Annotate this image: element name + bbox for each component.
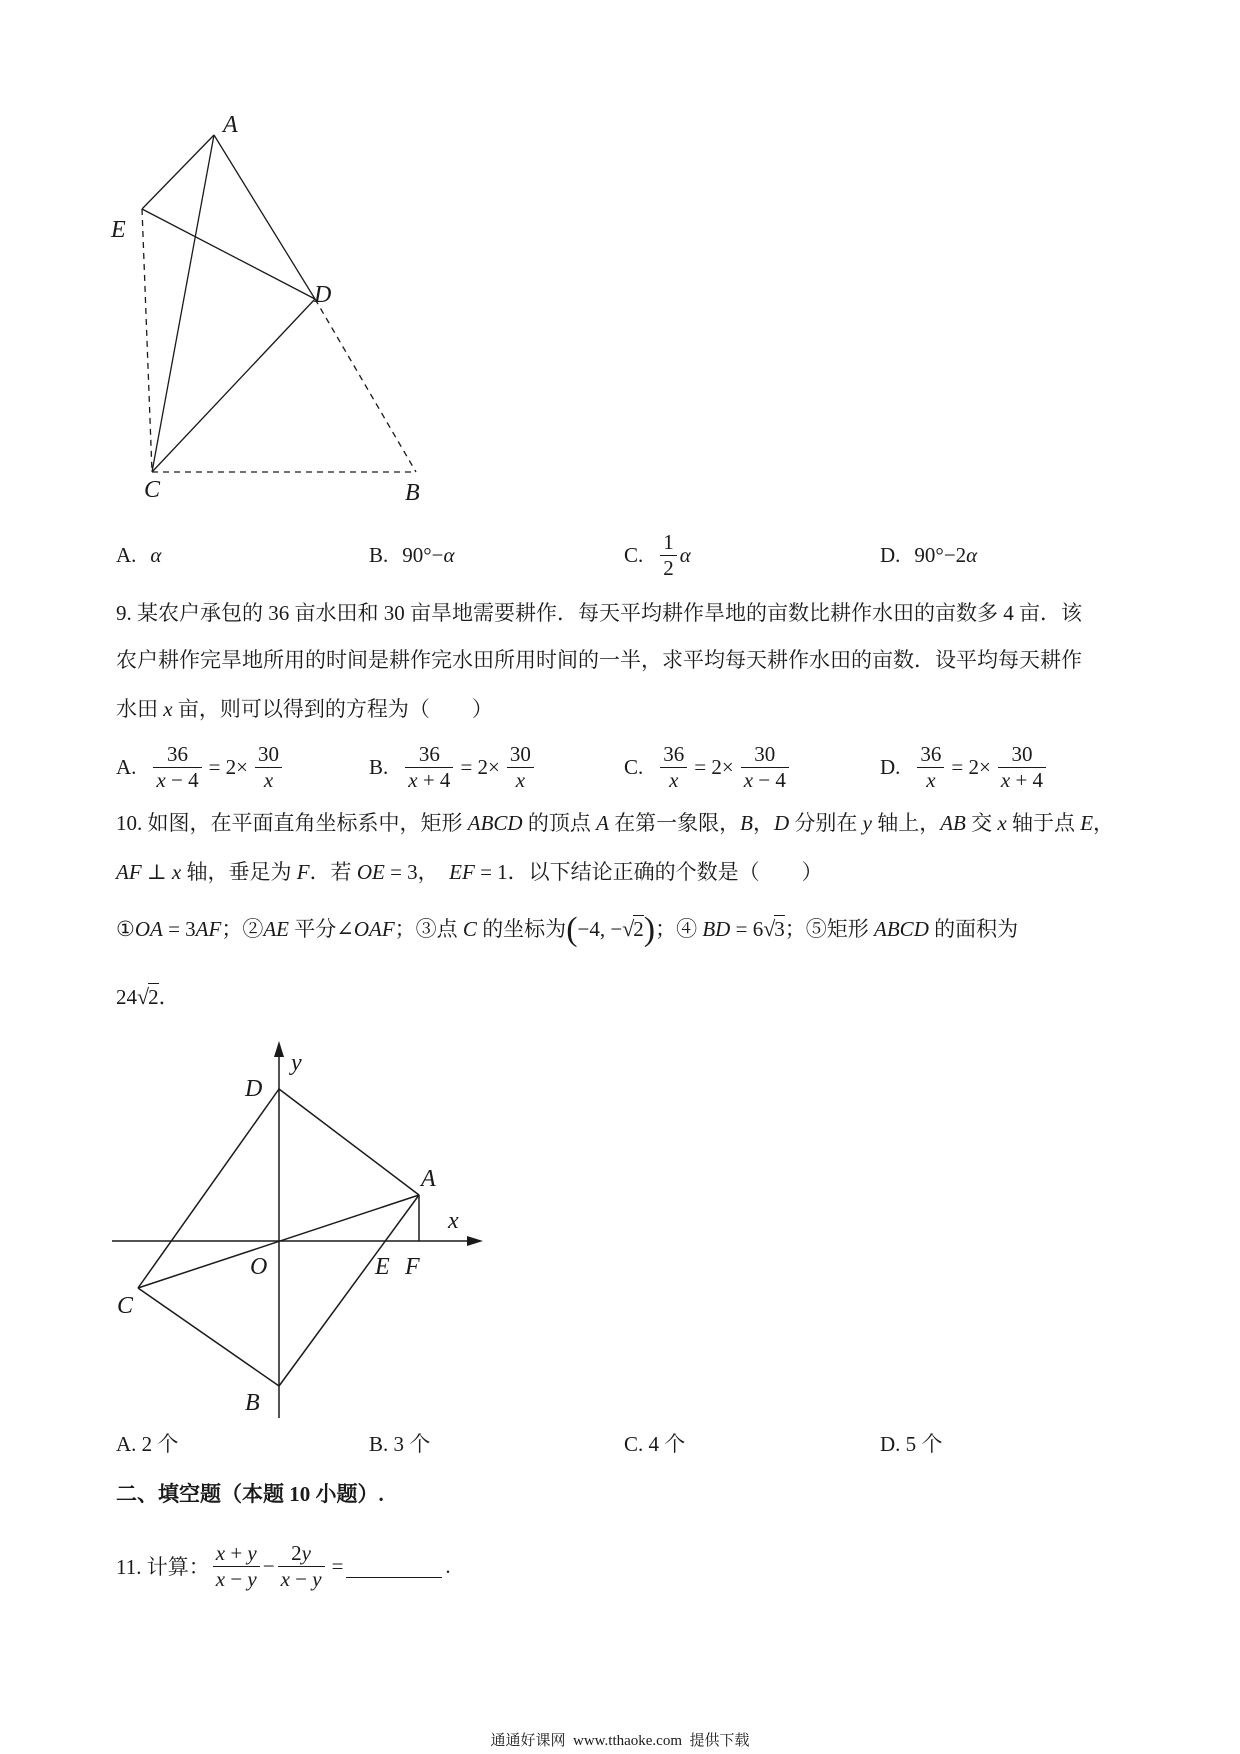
- option-letter: A.: [116, 754, 137, 779]
- label-y: y: [291, 1050, 302, 1076]
- label-D: D: [245, 1076, 263, 1102]
- denominator: [998, 768, 1046, 793]
- text-run: OAF: [353, 917, 395, 941]
- figure-triangle: [0, 0, 480, 520]
- large-paren: ): [643, 911, 656, 948]
- y-axis-arrow-icon: [274, 1041, 284, 1057]
- numerator: 1: [660, 530, 677, 556]
- text-run: x: [215, 1540, 226, 1565]
- end-period: .: [445, 1553, 451, 1578]
- text-run: x: [669, 767, 679, 792]
- segment-AE: [142, 135, 214, 209]
- text-run: 在第一象限，: [608, 811, 741, 835]
- minus-sign: −: [262, 1553, 275, 1578]
- segment-EC-dashed: [142, 209, 152, 472]
- radicand: 2: [148, 985, 159, 1009]
- q10-option-a: A. 2 个: [116, 1432, 179, 1456]
- denominator: [255, 768, 282, 793]
- numerator: 36: [405, 742, 453, 768]
- x-axis-arrow-icon: [467, 1236, 483, 1246]
- label-B: B: [405, 480, 420, 506]
- q10-option-c: C. 4 个: [624, 1432, 686, 1456]
- text-run: x: [280, 1566, 290, 1591]
- numerator: 30: [741, 742, 789, 768]
- text-run: 交: [965, 811, 998, 835]
- text-run: AB: [940, 811, 966, 835]
- q8-option-d: [880, 527, 977, 583]
- text-run: 轴上，: [871, 811, 941, 835]
- text-run: − 4: [165, 767, 199, 792]
- text-run: x: [215, 1566, 226, 1591]
- option-expression: [914, 543, 977, 568]
- option-letter: B.: [369, 754, 389, 779]
- denominator: [741, 768, 789, 793]
- radical-sign: √: [137, 984, 150, 1009]
- option-letter: B.: [369, 542, 389, 567]
- q9-option-d: [880, 739, 1049, 795]
- q11-prefix: 11. 计算：: [116, 1555, 210, 1579]
- numerator: 30: [255, 742, 282, 768]
- q8-option-c: [624, 527, 691, 583]
- fraction-left: [405, 742, 453, 793]
- text-run: ，: [752, 811, 774, 835]
- fraction-left: [917, 742, 944, 793]
- text-run: y: [247, 1540, 257, 1565]
- text-run: AF: [195, 917, 222, 941]
- option-letter: D.: [880, 754, 901, 779]
- fraction: [660, 530, 677, 581]
- text-run: +: [225, 1540, 248, 1565]
- q10-option-d: D. 5 个: [880, 1432, 943, 1456]
- text-run: BD: [702, 917, 731, 941]
- text-run: 水田: [116, 697, 164, 721]
- equals-times: = 2×: [951, 754, 991, 779]
- section-heading: 二、填空题（本题 10 小题）.: [116, 1482, 384, 1506]
- text-run: 的坐标为: [476, 917, 567, 941]
- text-run: 平分∠: [288, 917, 354, 941]
- text-run: y: [247, 1566, 257, 1591]
- text-run: 亩，则可以得到的方程为（ ）: [172, 697, 493, 721]
- text-run: 90°−2: [914, 542, 967, 567]
- label-B: B: [245, 1390, 260, 1416]
- q8-option-a: [116, 527, 161, 583]
- text-run: y: [301, 1540, 311, 1565]
- q9-line-2: 农户耕作完旱地所用的时间是耕作完水田所用时间的一半，求平均每天耕作水田的亩数．设平均每天耕作: [116, 648, 1082, 672]
- label-A: A: [421, 1166, 436, 1192]
- text-run: x: [997, 811, 1007, 835]
- equals-times: = 2×: [208, 754, 249, 779]
- text-run: EF: [449, 860, 475, 884]
- text-run: ；③点: [394, 917, 463, 941]
- option-expression: [402, 543, 454, 568]
- segment-DC: [152, 299, 315, 472]
- fraction-right: [507, 742, 534, 793]
- text-run: ①: [116, 917, 135, 941]
- denominator: [153, 768, 201, 793]
- numerator: 30: [998, 742, 1046, 768]
- text-run: ；②: [221, 917, 264, 941]
- text-run: y: [862, 811, 872, 835]
- numerator: 36: [917, 742, 944, 768]
- text-run: ⊥: [141, 860, 172, 884]
- equals-times: = 2×: [694, 754, 734, 779]
- text-run: y: [312, 1566, 322, 1591]
- text-run: F: [296, 860, 310, 884]
- text-run: = 3: [162, 917, 196, 941]
- text-run: x: [156, 767, 166, 792]
- segment-AD: [214, 135, 315, 299]
- text-run: x: [408, 767, 418, 792]
- text-run: ABCD: [467, 811, 523, 835]
- q11: [116, 1538, 451, 1594]
- text-run: ；④: [655, 917, 703, 941]
- text-run: α: [443, 542, 455, 567]
- q10-line-2: [116, 858, 823, 886]
- text-run: 分别在: [789, 811, 863, 835]
- text-run: x: [163, 697, 173, 721]
- text-run: A: [596, 811, 609, 835]
- text-run: AF: [116, 860, 142, 884]
- text-run: OE: [356, 860, 385, 884]
- denominator: [660, 768, 687, 793]
- text-run: −: [289, 1566, 313, 1591]
- text-run: ；⑤矩形: [784, 917, 875, 941]
- text-run: 轴于点: [1006, 811, 1081, 835]
- text-run: 的顶点: [522, 811, 597, 835]
- denominator: [278, 1567, 325, 1592]
- text-run: D: [773, 811, 790, 835]
- option-letter: A.: [116, 542, 137, 567]
- text-run: OA: [134, 917, 163, 941]
- fraction-left: [153, 742, 201, 793]
- text-run: + 4: [417, 767, 451, 792]
- numerator: 36: [660, 742, 687, 768]
- text-run: x: [263, 767, 274, 792]
- fraction-second: [278, 1541, 325, 1592]
- q8-option-b: [369, 527, 455, 583]
- numerator: [213, 1541, 260, 1567]
- radical-sign: √: [763, 916, 776, 941]
- segment-ED: [142, 209, 315, 299]
- text-run: AE: [263, 917, 289, 941]
- text-run: x: [171, 860, 182, 884]
- text-run: 轴，垂足为: [181, 860, 297, 884]
- fraction-right: [255, 742, 282, 793]
- fraction-first: [213, 1541, 260, 1592]
- q9-option-b: [369, 739, 537, 795]
- text-run: + 4: [1010, 767, 1044, 792]
- q10-line-1: [116, 809, 1114, 837]
- label-C: C: [144, 477, 161, 503]
- option-expression: [680, 543, 691, 568]
- denominator: [213, 1567, 260, 1592]
- option-letter: C.: [624, 754, 644, 779]
- text-run: x: [1000, 767, 1011, 792]
- label-O: O: [250, 1254, 268, 1280]
- numerator: 36: [153, 742, 201, 768]
- text-run: α: [679, 542, 691, 567]
- denominator: 2: [663, 555, 674, 580]
- text-run: 的面积为: [928, 917, 1019, 941]
- answer-blank: [346, 1555, 442, 1578]
- text-run: x: [515, 767, 526, 792]
- segment-BC: [138, 1288, 279, 1386]
- text-run: x: [926, 767, 936, 792]
- q9-option-c: [624, 739, 792, 795]
- denominator: [507, 768, 534, 793]
- text-run: −4, −: [577, 917, 623, 941]
- text-run: 90°−: [402, 542, 444, 567]
- label-A: A: [223, 112, 238, 138]
- option-letter: D.: [880, 542, 901, 567]
- large-paren: (: [566, 911, 578, 948]
- figure-coordinate-rectangle: [0, 1020, 520, 1430]
- option-expression: [150, 543, 161, 568]
- equals-times: = 2×: [460, 754, 500, 779]
- text-run: ．: [158, 985, 180, 1009]
- label-E: E: [111, 217, 126, 243]
- fraction-right: [741, 742, 789, 793]
- text-run: ，: [1093, 811, 1115, 835]
- radical-sign: √: [622, 916, 635, 941]
- page-footer: 通通好课网 www.tthaoke.com 提供下载: [490, 1733, 750, 1749]
- label-E: E: [375, 1254, 390, 1280]
- segment-DB-dashed: [315, 299, 416, 472]
- q10-line-4: [116, 983, 180, 1011]
- text-run: C: [462, 917, 477, 941]
- q10-line-3: [116, 909, 1018, 949]
- q9-line-1: 9. 某农户承包的 36 亩水田和 30 亩旱地需要耕作．每天平均耕作旱地的亩数比耕作水田的亩数多 4 亩．该: [116, 601, 1082, 625]
- text-run: = 1．以下结论正确的个数是（ ）: [474, 860, 823, 884]
- label-C: C: [117, 1293, 134, 1319]
- text-run: = 6: [730, 917, 764, 941]
- label-F: F: [405, 1254, 420, 1280]
- numerator: [278, 1541, 325, 1567]
- segment-AB: [279, 1195, 419, 1386]
- label-x: x: [448, 1208, 459, 1234]
- segment-AC: [152, 135, 214, 472]
- radicand: 2: [633, 917, 644, 941]
- text-run: 2: [291, 1540, 302, 1565]
- q9-line-3: [116, 695, 493, 723]
- text-run: −: [225, 1566, 248, 1591]
- option-letter: C.: [624, 542, 644, 567]
- denominator: [405, 768, 453, 793]
- equals-sign: =: [331, 1553, 344, 1578]
- text-run: E: [1080, 811, 1094, 835]
- fraction-right: [998, 742, 1046, 793]
- text-run: − 4: [753, 767, 786, 792]
- text-run: ．若: [309, 860, 357, 884]
- segment-DA: [279, 1089, 419, 1195]
- fraction-left: [660, 742, 687, 793]
- text-run: 10. 如图，在平面直角坐标系中，矩形: [116, 811, 468, 835]
- text-run: = 3，: [384, 860, 450, 884]
- text-run: α: [966, 542, 978, 567]
- numerator: 30: [507, 742, 534, 768]
- text-run: 24: [116, 985, 137, 1009]
- text-run: ABCD: [874, 917, 929, 941]
- q9-option-a: [116, 739, 285, 795]
- q10-option-b: B. 3 个: [369, 1432, 431, 1456]
- text-run: x: [743, 767, 754, 792]
- text-run: α: [150, 542, 162, 567]
- label-D: D: [314, 282, 332, 308]
- text-run: B: [740, 811, 753, 835]
- denominator: [917, 768, 944, 793]
- radicand: 3: [774, 917, 785, 941]
